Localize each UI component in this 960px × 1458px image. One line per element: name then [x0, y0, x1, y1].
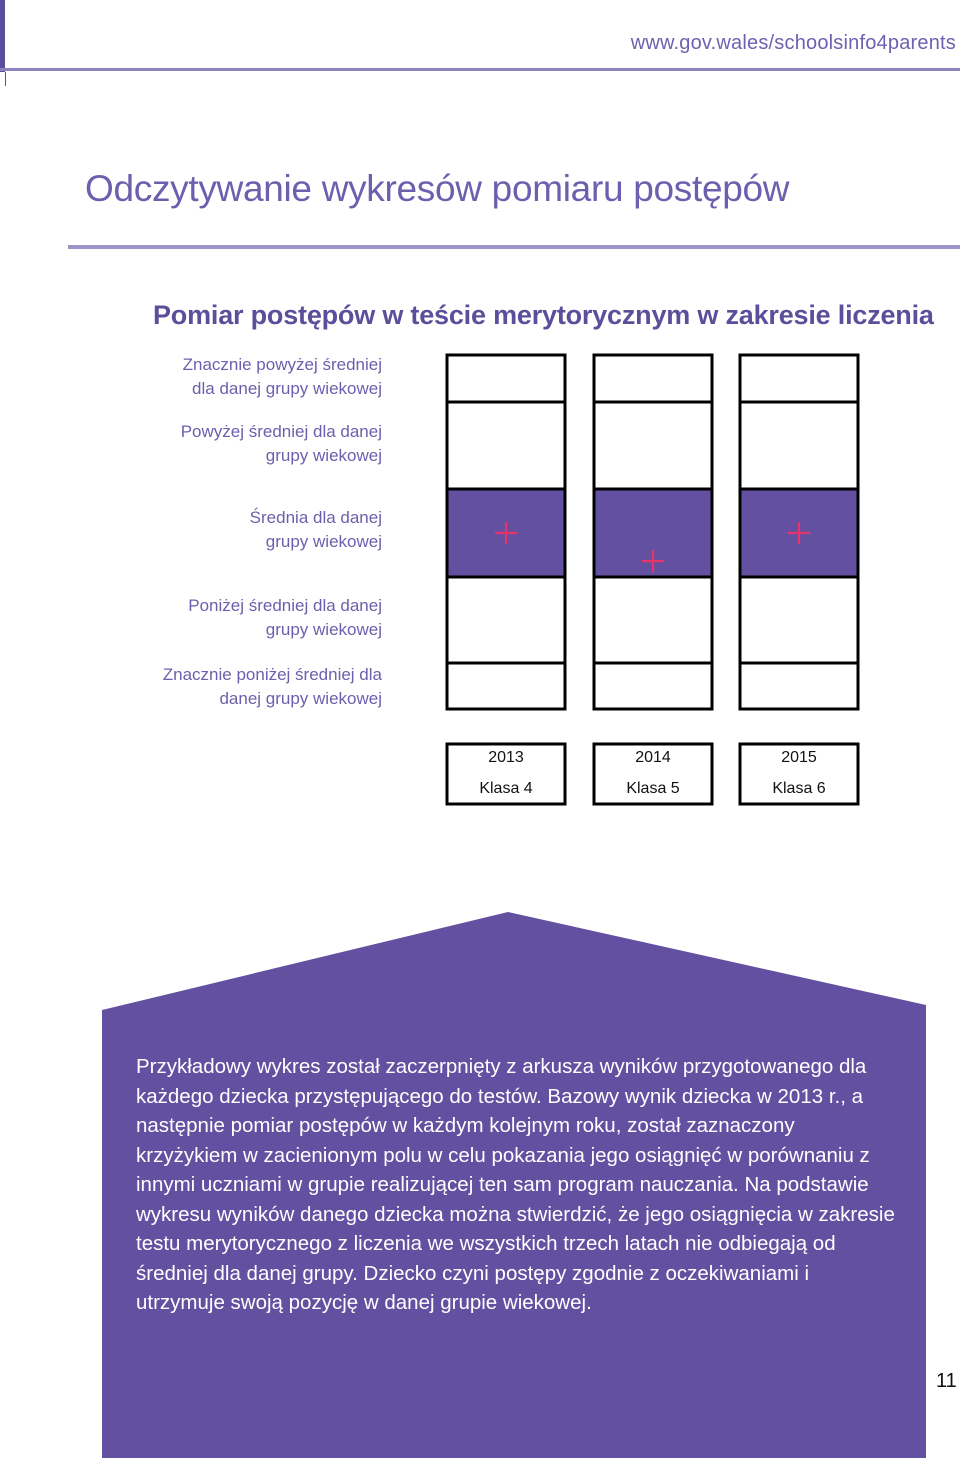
band-label-line: Powyżej średniej dla danej [180, 422, 382, 441]
band-label-line: Poniżej średniej dla danej [188, 596, 382, 615]
band-label-line: Znacznie poniżej średniej dla [162, 665, 382, 684]
band-label-line: danej grupy wiekowej [219, 689, 382, 708]
year-label: 2014 [635, 749, 671, 766]
year-label: 2013 [488, 749, 524, 766]
class-label: Klasa 6 [772, 780, 826, 797]
band-label-line: dla danej grupy wiekowej [192, 379, 382, 398]
band-label-line: Średnia dla danej [249, 508, 382, 527]
class-label: Klasa 4 [479, 780, 533, 797]
header-url[interactable]: www.gov.wales/schoolsinfo4parents [630, 32, 956, 54]
chart-title: Pomiar postępów w teście merytorycznym w zakresie liczenia [153, 300, 934, 330]
band-label-line: Znacznie powyżej średniej [182, 355, 382, 374]
callout-text: Przykładowy wykres został zaczerpnięty z arkusza wyników przygotowanego dla każdego dziecka przystępującego do testów. Bazowy wynik dziecka w 2013 r., a następnie pomiar postępów w każdym kolejnym roku, został zaznaczony krzyżykiem w zacienionym polu w celu pokazania jego osiągnięć w porównaniu z innymi uczniami w grupie realizującej ten sam program nauczania. Na podstawie wykresu wyników danego dziecka można stwierdzić, że jego osiągnięcia w zakresie testu merytorycznego z liczenia we wszystkich trzech latach nie odbiegają od średniej dla danej grupy. Dziecko czyni postępy zgodnie z oczekiwaniami i utrzymuje swoją pozycję w danej grupie wiekowej. [136, 1055, 895, 1314]
class-label: Klasa 5 [626, 780, 680, 797]
band-label-line: grupy wiekowej [265, 446, 382, 465]
year-label: 2015 [781, 749, 817, 766]
page-title: Odczytywanie wykresów pomiaru postępów [85, 168, 790, 209]
page-number: 11 [936, 1370, 957, 1392]
band-label-line: grupy wiekowej [265, 620, 382, 639]
band-label-line: grupy wiekowej [265, 532, 382, 551]
